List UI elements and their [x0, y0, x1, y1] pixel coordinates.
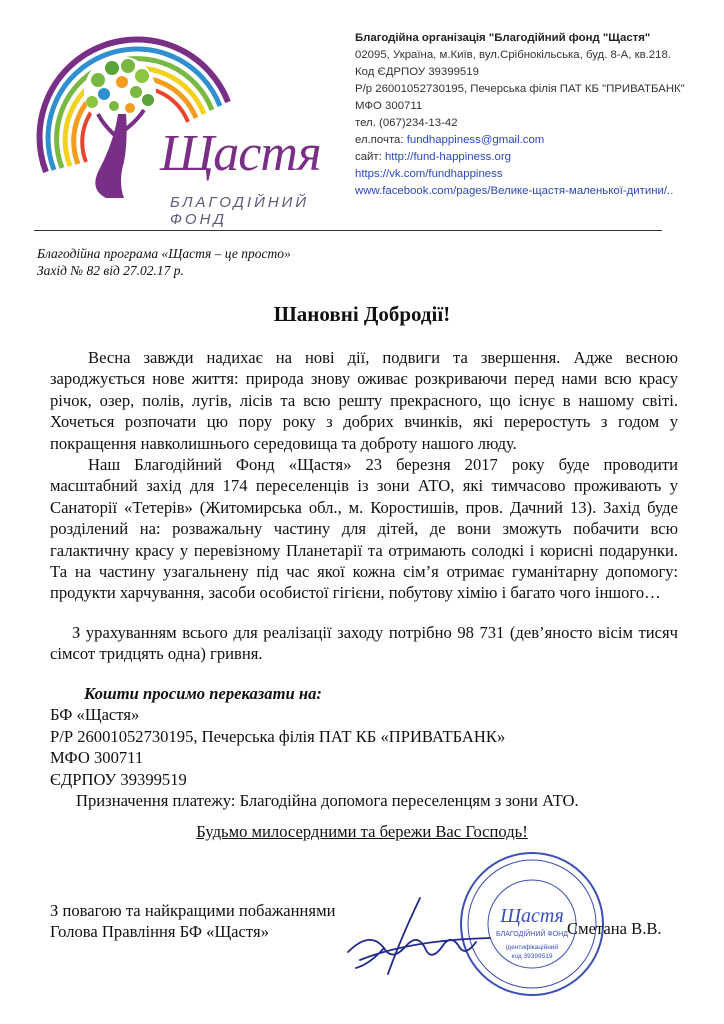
foundation-logo — [28, 22, 328, 228]
org-edrpou: Код ЄДРПОУ 39399519 — [355, 66, 479, 78]
org-facebook-link[interactable]: www.facebook.com/pages/Велике-щастя-маленької-дитини/.. — [355, 185, 674, 197]
payment-purpose: Призначення платежу: Благодійна допомога переселенцям з зони АТО. — [76, 791, 579, 811]
stamp-line: БЛАГОДІЙНИЙ ФОНД — [496, 931, 568, 938]
tree-logo-icon — [28, 22, 328, 212]
regards-line: З повагою та найкращими побажаннями — [50, 901, 336, 920]
payment-recipient: БФ «Щастя» — [50, 705, 140, 725]
org-phone: тел. (067)234-13-42 — [355, 117, 458, 129]
header-divider — [34, 230, 662, 231]
logo-wordmark: Щастя — [160, 125, 321, 182]
paragraph: Весна завжди надихає на нові дії, подвиги та звершення. Адже весною зароджується нове життя: природа знову оживає розкриваючи перед нами всю красу річок, озер, полів, лугів, лісів та всю решту прекрасного, що існує в нашому світі. Хочеться розпочати цю пору року з добрих вчинків, які переростуть з годом у покращення навколишнього середовища та доброту нашого люду. — [50, 348, 678, 453]
stamp-word: Щастя — [500, 905, 564, 927]
org-email-link[interactable]: fundhappiness@gmail.com — [406, 134, 545, 146]
paragraph: Наш Благодійний Фонд «Щастя» 23 березня 2017 року буде проводити масштабний захід для 174 переселенців із зони АТО, які тимчасово проживають у Санаторії «Тетерів» (Житомирська обл., м. Коростишів, пров. Дачний 13). Захід буде розділений на: розважальну частину для дітей, де вони зможуть побачити всю галактичну красу у перевізному Планетарії та отримають солодкі і корисні подарунки. Та на частину узагальнену під час якої кожна сім’я отримає гуманітарну допомогу: продукти харчування, засоби особистої гігієни, побутову хімію і багато чого іншого… — [50, 455, 678, 603]
payment-edrpou: ЄДРПОУ 39399519 — [50, 769, 187, 789]
program-reference — [37, 245, 291, 279]
org-site-link[interactable]: http://fund-happiness.org — [384, 151, 511, 163]
payment-mfo: МФО 300711 — [50, 748, 144, 768]
stamp-line: ідентифікаційний — [505, 944, 559, 951]
org-email-line: ел.почта: fundhappiness@gmail.com — [355, 134, 545, 146]
org-vk-link[interactable]: https://vk.com/fundhappiness — [355, 168, 503, 180]
letter-body — [50, 347, 678, 665]
payment-heading: Кошти просимо переказати на: — [84, 684, 322, 703]
payment-account: Р/Р 26001052730195, Печерська філія ПАТ КБ «ПРИВАТБАНК» — [50, 726, 506, 746]
signature-block — [50, 900, 335, 942]
org-mfo: МФО 300711 — [355, 100, 423, 112]
stamp-line: код 39399519 — [511, 953, 553, 960]
event-number: Захід № 82 від 27.02.17 р. — [37, 263, 184, 278]
paragraph: З урахуванням всього для реалізації заходу потрібно 98 731 (дев’яносто вісім тисяч сімсот тридцять одна) гривня. — [50, 622, 678, 664]
organization-details — [355, 30, 695, 200]
org-account: Р/р 26001052730195, Печерська філія ПАТ КБ "ПРИВАТБАНК" — [355, 83, 685, 95]
signer-name: Сметана В.В. — [567, 919, 662, 938]
logo-subtitle: БЛАГОДІЙНИЙ ФОНД — [170, 194, 310, 228]
program-name: Благодійна програма «Щастя – це просто» — [37, 246, 291, 261]
payment-details — [50, 683, 670, 811]
handwritten-signature-icon — [340, 890, 510, 980]
org-site-line: сайт: http://fund-happiness.org — [355, 151, 511, 163]
org-address: 02095, Україна, м.Київ, вул.Срібнокільська, буд. 8-А, кв.218. — [355, 49, 671, 61]
closing-line: Будьмо милосердними та бережи Вас Господь! — [196, 822, 528, 841]
signer-position: Голова Правління БФ «Щастя» — [50, 922, 269, 941]
org-name: Благодійна організація "Благодійний фонд "Щастя" — [355, 32, 651, 44]
salutation: Шановні Добродії! — [273, 302, 451, 326]
